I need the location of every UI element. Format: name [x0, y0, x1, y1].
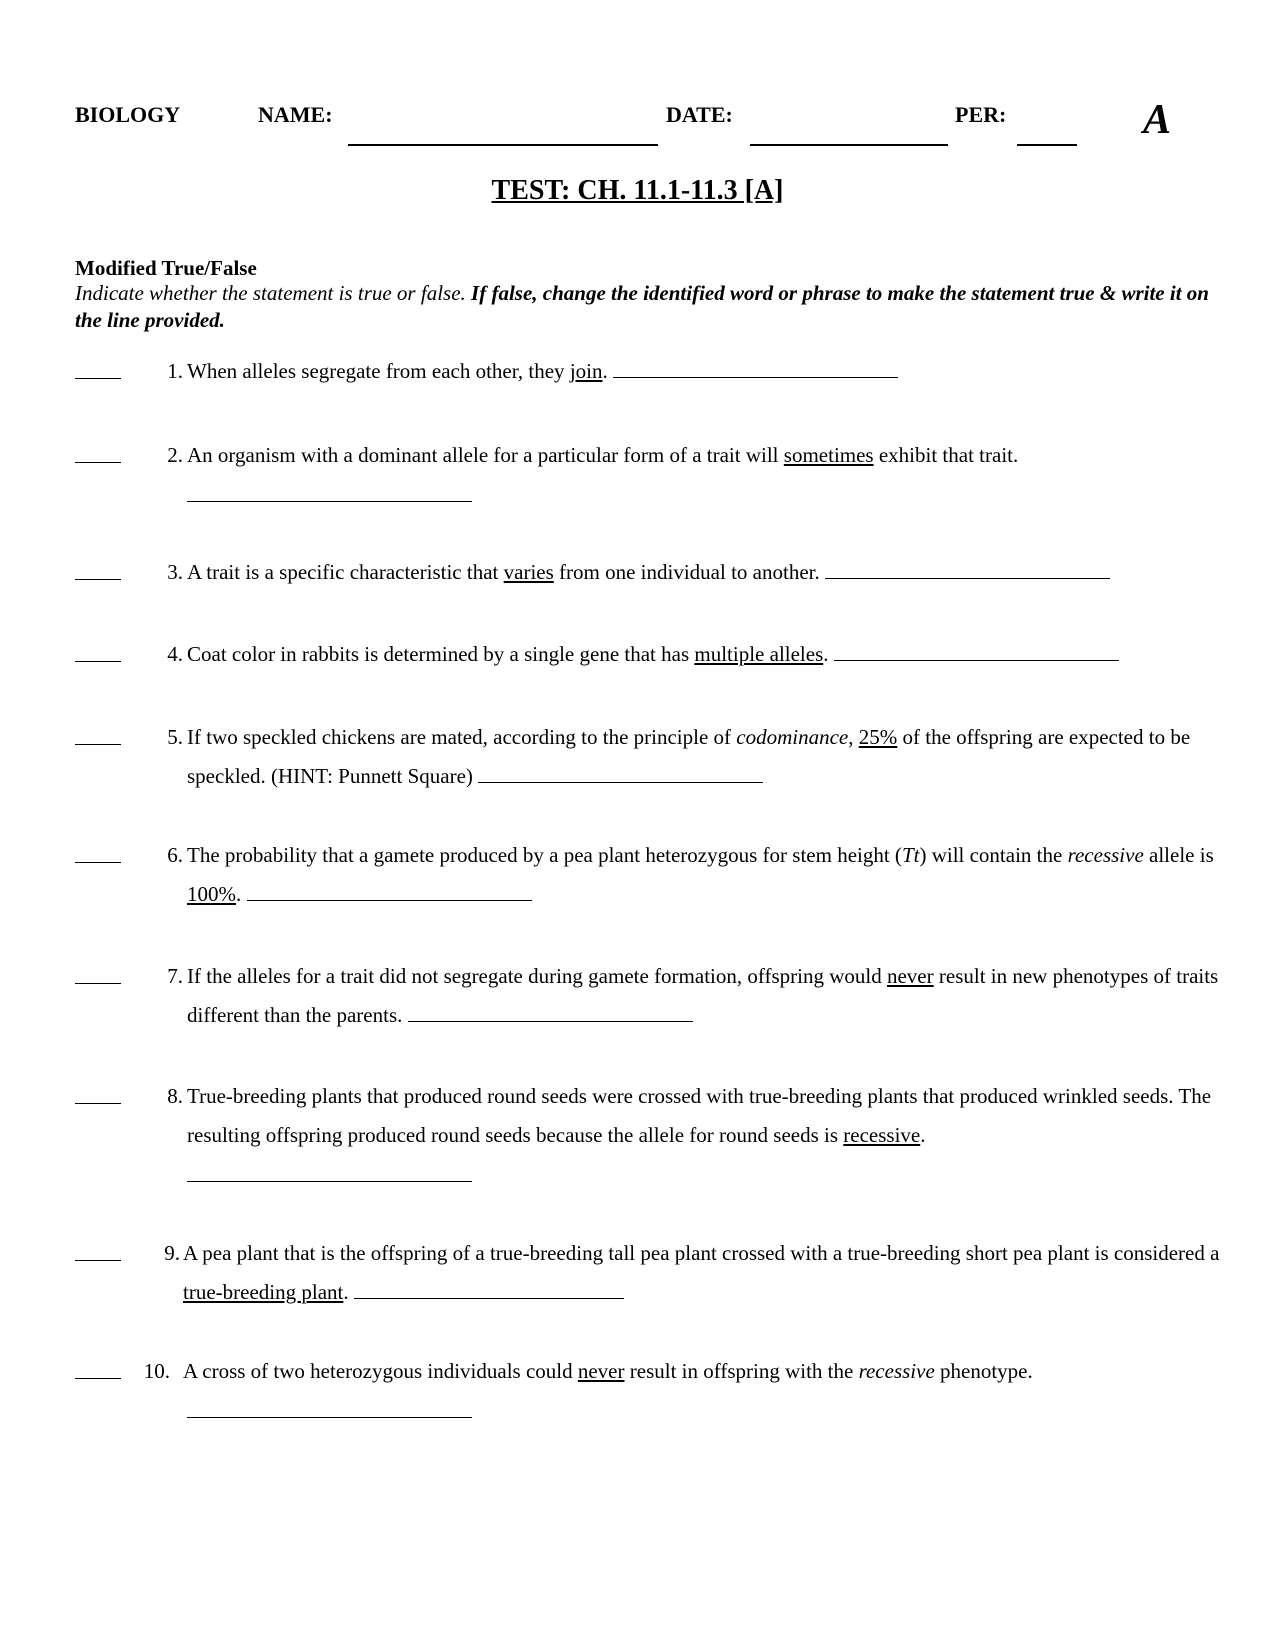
question-7	[75, 957, 1225, 1035]
question-text: A pea plant that is the offspring of a true-breeding tall pea plant crossed with a true-breeding short pea plant is considered a	[183, 1241, 1220, 1265]
question-number: 9.	[164, 1241, 180, 1265]
instructions-text: Indicate whether the statement is true or false.	[75, 281, 472, 305]
question-1	[75, 352, 1225, 391]
question-number: 8.	[167, 1084, 183, 1108]
identified-word: never	[886, 964, 934, 988]
question-text: ,	[848, 725, 859, 749]
answer-blank[interactable]	[75, 836, 121, 863]
correction-line[interactable]	[247, 880, 532, 901]
question-6	[75, 836, 1225, 914]
question-number: 6.	[167, 843, 183, 867]
identified-word: true-breeding plant	[183, 1280, 344, 1304]
question-text: A cross of two heterozygous individuals could	[183, 1359, 578, 1383]
correction-line[interactable]	[478, 762, 763, 783]
question-number: 5.	[167, 725, 183, 749]
question-number: 4.	[167, 642, 183, 666]
question-text: .	[823, 642, 829, 666]
question-text: A trait is a specific characteristic that	[187, 560, 504, 584]
name-label: NAME:	[258, 102, 333, 127]
identified-word: join	[569, 359, 603, 383]
date-label: DATE:	[666, 102, 733, 127]
name-field[interactable]	[348, 126, 658, 152]
question-text: .	[920, 1123, 926, 1147]
question-2	[75, 436, 1225, 502]
correction-line[interactable]	[187, 1391, 472, 1418]
question-text: result in new phenotypes of traits different than the parents.	[187, 964, 1219, 1027]
test-version: A	[1143, 97, 1172, 143]
correction-line[interactable]	[408, 1001, 693, 1022]
italic-term: recessive	[858, 1359, 935, 1383]
question-text: ) will contain the	[919, 843, 1068, 867]
answer-blank[interactable]	[75, 635, 121, 662]
question-text: .	[236, 882, 242, 906]
correction-line[interactable]	[354, 1278, 624, 1299]
answer-blank[interactable]	[75, 1234, 121, 1261]
correction-line[interactable]	[187, 1155, 472, 1182]
answer-blank[interactable]	[75, 718, 121, 745]
answer-blank[interactable]	[75, 957, 121, 984]
question-10	[75, 1352, 1225, 1418]
answer-blank[interactable]	[75, 352, 121, 379]
question-text: True-breeding plants that produced round seeds were crossed with true-breeding plants that produced wrinkled seeds. The resulting offspring produced round seeds because the allele for round seeds is	[187, 1084, 1212, 1147]
question-text: The probability that a gamete produced by a pea plant heterozygous for stem height (	[187, 843, 902, 867]
identified-word: sometimes	[783, 443, 874, 467]
question-5	[75, 718, 1225, 796]
question-text: of the offspring are expected to be speckled. (HINT: Punnett Square)	[187, 725, 1191, 788]
answer-blank[interactable]	[75, 553, 121, 580]
correction-line[interactable]	[613, 357, 898, 378]
question-8	[75, 1077, 1225, 1182]
question-text: An organism with a dominant allele for a particular form of a trait will	[187, 443, 784, 467]
question-4	[75, 635, 1225, 674]
question-number: 10.	[143, 1359, 170, 1383]
per-label: PER:	[955, 102, 1007, 127]
identified-word: varies	[503, 560, 554, 584]
question-text: phenotype.	[934, 1359, 1033, 1383]
question-number: 3.	[167, 560, 183, 584]
question-text: .	[343, 1280, 349, 1304]
header	[0, 97, 1275, 143]
answer-blank[interactable]	[75, 1077, 121, 1104]
question-text: If two speckled chickens are mated, according to the principle of	[187, 725, 737, 749]
identified-word: 100%	[187, 882, 236, 906]
correction-line[interactable]	[825, 558, 1110, 579]
section-title: Modified True/False	[75, 256, 257, 280]
question-text: Coat color in rabbits is determined by a single gene that has	[187, 642, 695, 666]
date-field[interactable]	[750, 126, 948, 152]
italic-term: codominance	[736, 725, 849, 749]
question-text: .	[602, 359, 608, 383]
identified-word: recessive	[843, 1123, 921, 1147]
question-number: 1.	[167, 359, 183, 383]
question-text: from one individual to another.	[553, 560, 820, 584]
correction-line[interactable]	[834, 640, 1119, 661]
correction-line[interactable]	[187, 475, 472, 502]
question-3	[75, 553, 1225, 592]
question-number: 2.	[167, 443, 183, 467]
question-number: 7.	[167, 964, 183, 988]
question-text: allele is	[1143, 843, 1214, 867]
identified-word: 25%	[858, 725, 898, 749]
subject-label: BIOLOGY	[75, 102, 181, 127]
question-text: If the alleles for a trait did not segregate during gamete formation, offspring would	[187, 964, 887, 988]
question-9	[75, 1234, 1225, 1312]
period-field[interactable]	[1017, 126, 1077, 152]
question-text: result in offspring with the	[624, 1359, 859, 1383]
question-text: When alleles segregate from each other, they	[187, 359, 570, 383]
identified-word: never	[577, 1359, 625, 1383]
answer-blank[interactable]	[75, 436, 121, 463]
question-text: exhibit that trait.	[873, 443, 1019, 467]
italic-term: recessive	[1067, 843, 1144, 867]
page-title	[0, 175, 1275, 207]
instructions	[75, 280, 1215, 334]
identified-word: multiple alleles	[694, 642, 824, 666]
test-title: TEST: CH. 11.1-11.3 [A]	[491, 175, 784, 206]
instructions-emphasis: If false, change the identified word or phrase to make the statement true & write it on the line provided.	[75, 281, 1209, 332]
italic-term: Tt	[901, 843, 920, 867]
